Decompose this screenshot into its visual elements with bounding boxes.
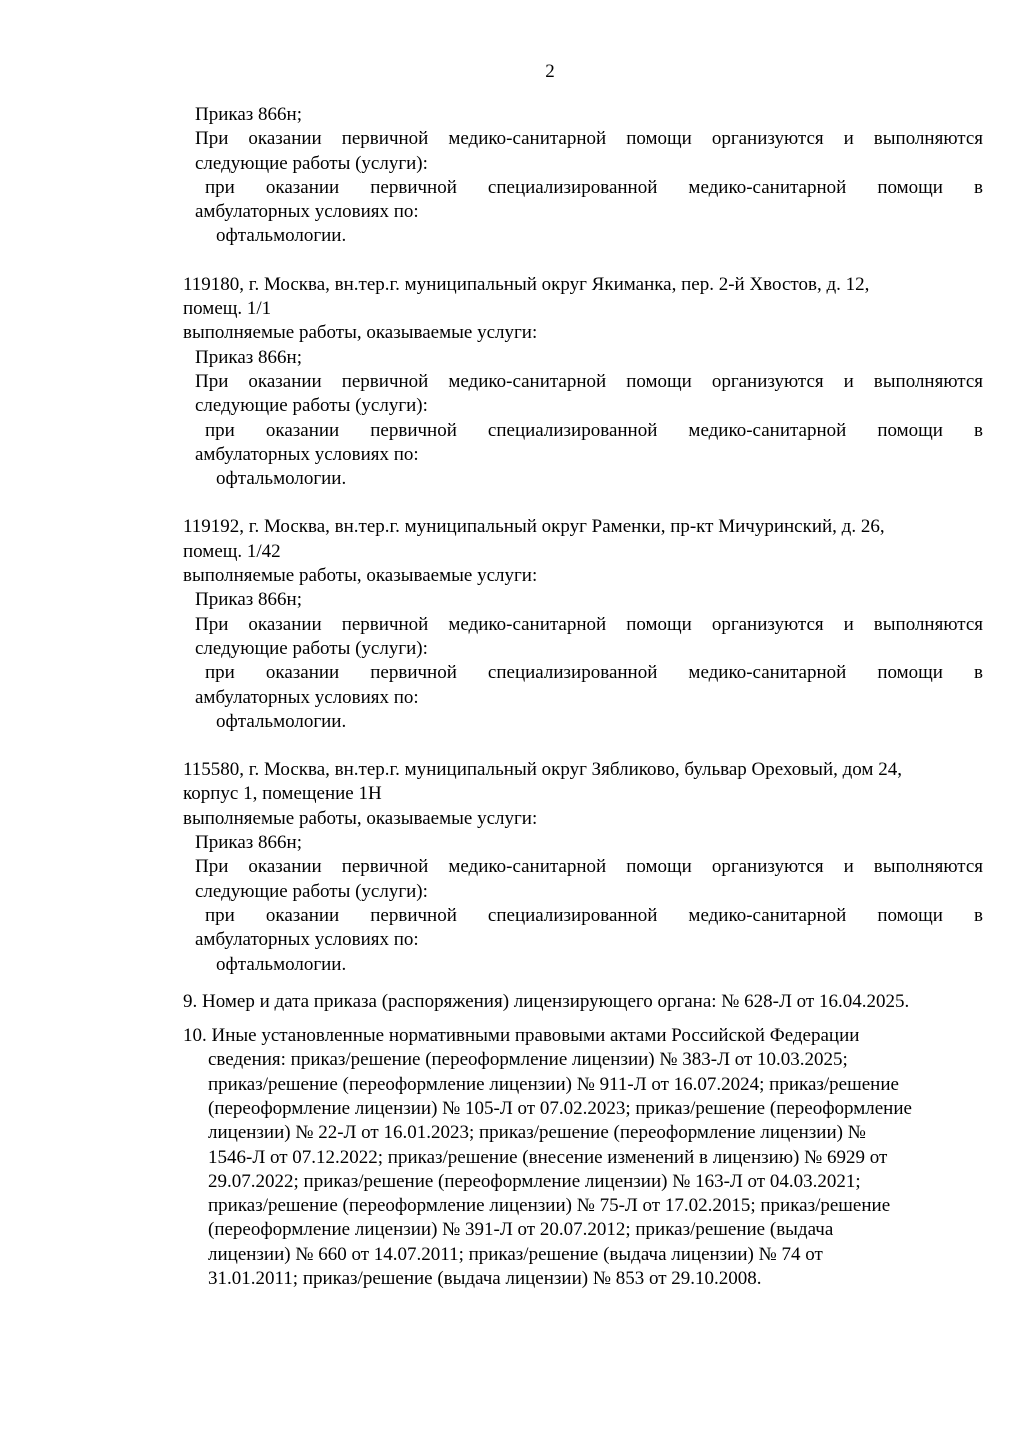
address-line: 119192, г. Москва, вн.тер.г. муниципальный округ Раменки, пр-кт Мичуринский, д. 26, <box>183 516 885 538</box>
address-block <box>183 273 983 492</box>
primary-care-line: При оказании первичной медико-санитарной помощи организуются и выполняются <box>195 128 983 150</box>
specialized-care-line: амбулаторных условиях по: <box>195 201 419 223</box>
address-block <box>183 758 983 977</box>
other-info-item <box>183 1024 983 1291</box>
primary-care-line: следующие работы (услуги): <box>195 152 428 174</box>
order-line: Приказ 866н; <box>195 832 302 854</box>
intro-block <box>183 103 983 249</box>
specialized-care-line: при оказании первичной специализированной медико-санитарной помощи в <box>205 662 983 684</box>
order-line: Приказ 866н; <box>195 346 302 368</box>
specialized-care-line: амбулаторных условиях по: <box>195 929 419 951</box>
specialized-care-line: при оказании первичной специализированной медико-санитарной помощи в <box>205 904 983 926</box>
other-info-line: 10. Иные установленные нормативными правовыми актами Российской Федерации <box>183 1025 860 1047</box>
address-line: помещ. 1/42 <box>183 540 281 562</box>
specialized-care-line: амбулаторных условиях по: <box>195 686 419 708</box>
other-info-line: приказ/решение (переоформление лицензии) № 911-Л от 16.07.2024; приказ/решение <box>208 1073 899 1095</box>
specialized-care-line: при оказании первичной специализированной медико-санитарной помощи в <box>205 419 983 441</box>
other-info-line: лицензии) № 660 от 14.07.2011; приказ/решение (выдача лицензии) № 74 от <box>208 1243 823 1265</box>
order-line: Приказ 866н; <box>195 104 302 125</box>
other-info-line: 31.01.2011; приказ/решение (выдача лицензии) № 853 от 29.10.2008. <box>208 1268 762 1290</box>
specialty-line: офтальмологии. <box>216 953 347 975</box>
specialty-line: офтальмологии. <box>216 468 347 490</box>
order-line: Приказ 866н; <box>195 589 302 611</box>
primary-care-line: следующие работы (услуги): <box>195 395 428 417</box>
other-info-line: (переоформление лицензии) № 105-Л от 07.02.2023; приказ/решение (переоформление <box>208 1097 912 1119</box>
license-order-item: 9. Номер и дата приказа (распоряжения) лицензирующего органа: № 628-Л от 16.04.2025. <box>183 990 910 1012</box>
primary-care-line: При оказании первичной медико-санитарной помощи организуются и выполняются <box>195 613 983 635</box>
address-block <box>183 515 983 734</box>
other-info-line: 29.07.2022; приказ/решение (переоформление лицензии) № 163-Л от 04.03.2021; <box>208 1170 861 1192</box>
other-info-line: приказ/решение (переоформление лицензии) № 75-Л от 17.02.2015; приказ/решение <box>208 1195 891 1217</box>
address-line: 119180, г. Москва, вн.тер.г. муниципальный округ Якиманка, пер. 2-й Хвостов, д. 12, <box>183 273 870 295</box>
primary-care-line: следующие работы (услуги): <box>195 880 428 902</box>
document-body <box>183 103 983 1291</box>
other-info-line: сведения: приказ/решение (переоформление лицензии) № 383-Л от 10.03.2025; <box>208 1049 848 1071</box>
primary-care-line: следующие работы (услуги): <box>195 637 428 659</box>
specialized-care-line: при оказании первичной специализированной медико-санитарной помощи в <box>205 176 983 198</box>
works-label: выполняемые работы, оказываемые услуги: <box>183 565 538 587</box>
primary-care-line: При оказании первичной медико-санитарной помощи организуются и выполняются <box>195 856 983 878</box>
works-label: выполняемые работы, оказываемые услуги: <box>183 322 538 344</box>
specialized-care-line: амбулаторных условиях по: <box>195 443 419 465</box>
address-line: 115580, г. Москва, вн.тер.г. муниципальный округ Зябликово, бульвар Ореховый, дом 24, <box>183 759 902 781</box>
address-line: корпус 1, помещение 1Н <box>183 783 382 805</box>
specialty-line: офтальмологии. <box>216 710 347 732</box>
works-label: выполняемые работы, оказываемые услуги: <box>183 807 538 829</box>
address-line: помещ. 1/1 <box>183 298 272 320</box>
primary-care-line: При оказании первичной медико-санитарной помощи организуются и выполняются <box>195 370 983 392</box>
other-info-line: (переоформление лицензии) № 391-Л от 20.07.2012; приказ/решение (выдача <box>208 1219 834 1241</box>
specialty-line: офтальмологии. <box>216 225 347 247</box>
page-number: 2 <box>545 61 555 82</box>
other-info-line: 1546-Л от 07.12.2022; приказ/решение (внесение изменений в лицензию) № 6929 от <box>208 1146 888 1168</box>
other-info-line: лицензии) № 22-Л от 16.01.2023; приказ/решение (переоформление лицензии) № <box>208 1122 866 1144</box>
